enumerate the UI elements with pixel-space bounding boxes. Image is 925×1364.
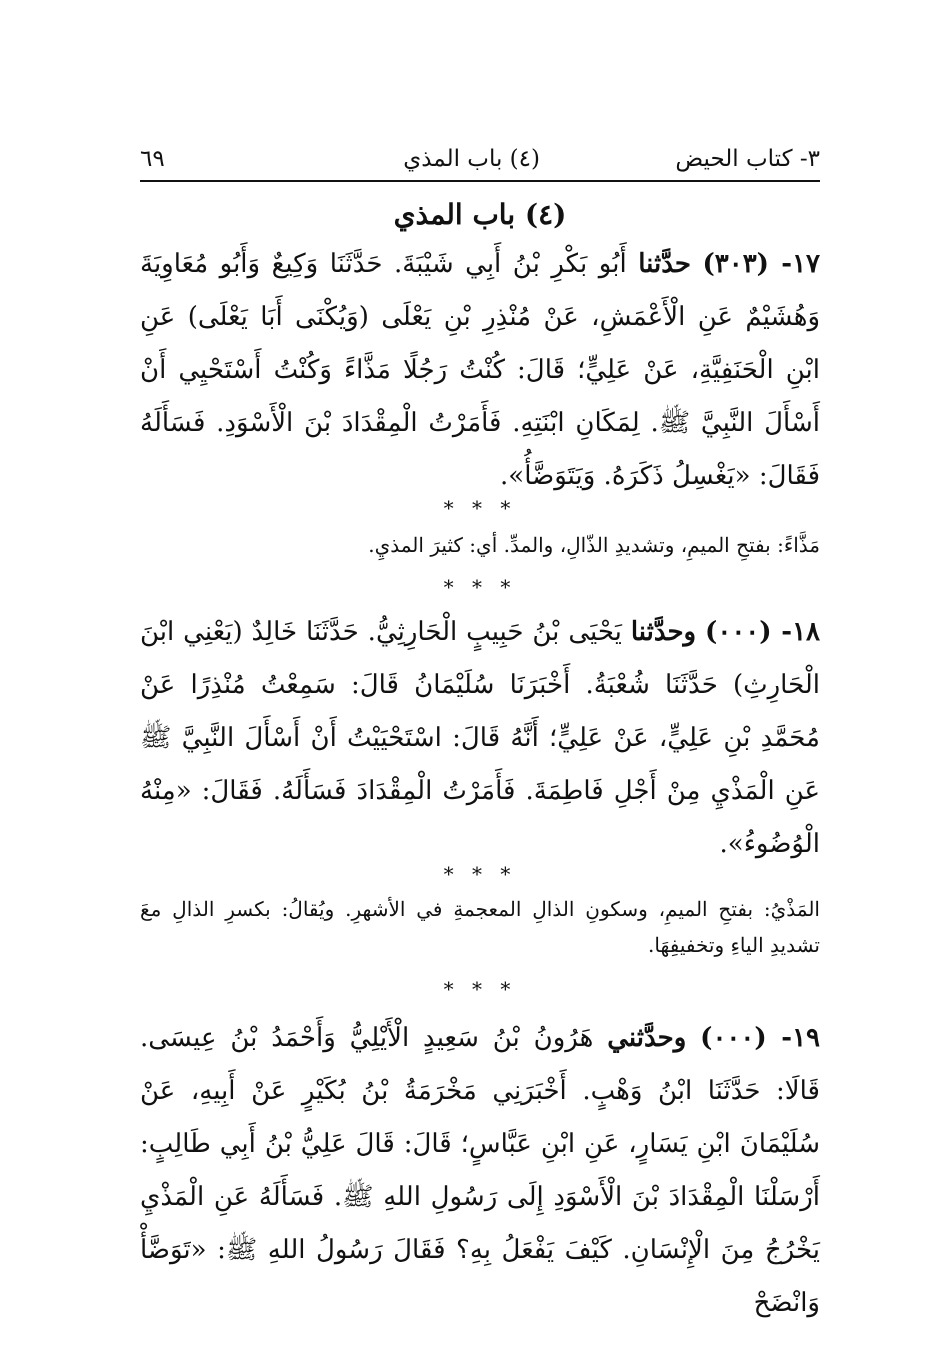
separator-stars: * * *	[443, 862, 517, 886]
hadith-number: ١٨- (٠٠٠)	[705, 617, 821, 647]
footnote-madhdha: مَذَّاءً: بفتحِ الميمِ، وتشديدِ الذّالِ، والمدِّ. أي: كثيرَ المذيِ.	[368, 533, 820, 557]
running-header	[140, 140, 820, 180]
hadith-18	[140, 606, 820, 871]
separator-stars: * * *	[443, 575, 517, 599]
hadith-19	[140, 1012, 820, 1330]
hadith-number: ١٩- (٠٠٠)	[700, 1023, 821, 1053]
hadith-lead: وحدَّثنا	[630, 617, 697, 647]
chapter-title: (٤) باب المذي	[393, 198, 567, 231]
separator-stars: * * *	[443, 496, 517, 520]
footnote-madhy: المَذْيُ: بفتحِ الميمِ، وسكونِ الذالِ المعجمةِ في الأشهرِ. ويُقالُ: بكسرِ الذالِ معَ تشديدِ الياءِ وتخفيفِهَا.	[140, 897, 820, 957]
hadith-text: هَرُونُ بْنُ سَعِيدٍ الْأَيْلِيُّ وَأَحْمَدُ بْنُ عِيسَى. قَالَا: حَدَّثَنَا ابْنُ وَهْبٍ. أَخْبَرَنِي مَخْرَمَةُ بْنُ بُكَيْرٍ عَنْ أَبِيهِ، عَنْ سُلَيْمَانَ ابْنِ يَسَارٍ، عَنِ ابْنِ عَبَّاسٍ؛ قَالَ: قَالَ عَلِيُّ بْنُ أَبِي طَالِبٍ: أَرْسَلْنَا الْمِقْدَادَ بْنَ الْأَسْوَدِ إِلَى رَسُولِ اللهِ ﷺ. فَسَأَلَهُ عَنِ الْمَذْيِ يَخْرُجُ مِنَ الْإِنْسَانِ. كَيْفَ يَفْعَلُ بِهِ؟ فَقَالَ رَسُولُ اللهِ ﷺ: «تَوَضَّأْ وَانْضَحْ	[140, 1023, 820, 1318]
header-divider	[140, 180, 820, 182]
hadith-text: أَبُو بَكْرِ بْنُ أَبِي شَيْبَةَ. حَدَّثَنَا وَكِيعٌ وَأَبُو مُعَاوِيَةَ وَهُشَيْمٌ عَنِ الْأَعْمَشِ، عَنْ مُنْذِرِ بْنِ يَعْلَى (وَيُكْنَى أَبَا يَعْلَى) عَنِ ابْنِ الْحَنَفِيَّةِ، عَنْ عَلِيٍّ؛ قَالَ: كُنْتُ رَجُلًا مَذَّاءً وَكُنْتُ أَسْتَحْيِي أَنْ أَسْأَلَ النَّبِيَّ ﷺ. لِمَكَانِ ابْنَتِهِ. فَأَمَرْتُ الْمِقْدَادَ بْنَ الْأَسْوَدِ. فَسَأَلَهُ فَقَالَ: «يَغْسِلُ ذَكَرَهُ. وَيَتَوَضَّأُ».	[140, 249, 820, 491]
hadith-lead: وحدَّثني	[607, 1023, 687, 1053]
hadith-number: ١٧- (٣٠٣)	[702, 249, 821, 279]
header-book-title: ٣- كتاب الحيض	[675, 146, 820, 172]
header-chapter-title: (٤) باب المذي	[403, 146, 540, 172]
separator-stars: * * *	[443, 977, 517, 1001]
page-number: ٦٩	[140, 146, 165, 172]
hadith-text: يَحْيَى بْنُ حَبِيبٍ الْحَارِثِيُّ. حَدَّثَنَا خَالِدٌ (يَعْنِي ابْنَ الْحَارِثِ) حَدَّثَنَا شُعْبَةُ. أَخْبَرَنَا سُلَيْمَانُ قَالَ: سَمِعْتُ مُنْذِرًا عَنْ مُحَمَّدِ بْنِ عَلِيٍّ، عَنْ عَلِيٍّ؛ أَنَّهُ قَالَ: اسْتَحْيَيْتُ أَنْ أَسْأَلَ النَّبِيَّ ﷺ عَنِ الْمَذْيِ مِنْ أَجْلِ فَاطِمَةَ. فَأَمَرْتُ الْمِقْدَادَ فَسَأَلَهُ. فَقَالَ: «مِنْهُ الْوُضُوءُ».	[140, 617, 820, 859]
hadith-17	[140, 238, 820, 503]
hadith-lead: حدَّثنا	[638, 249, 691, 279]
